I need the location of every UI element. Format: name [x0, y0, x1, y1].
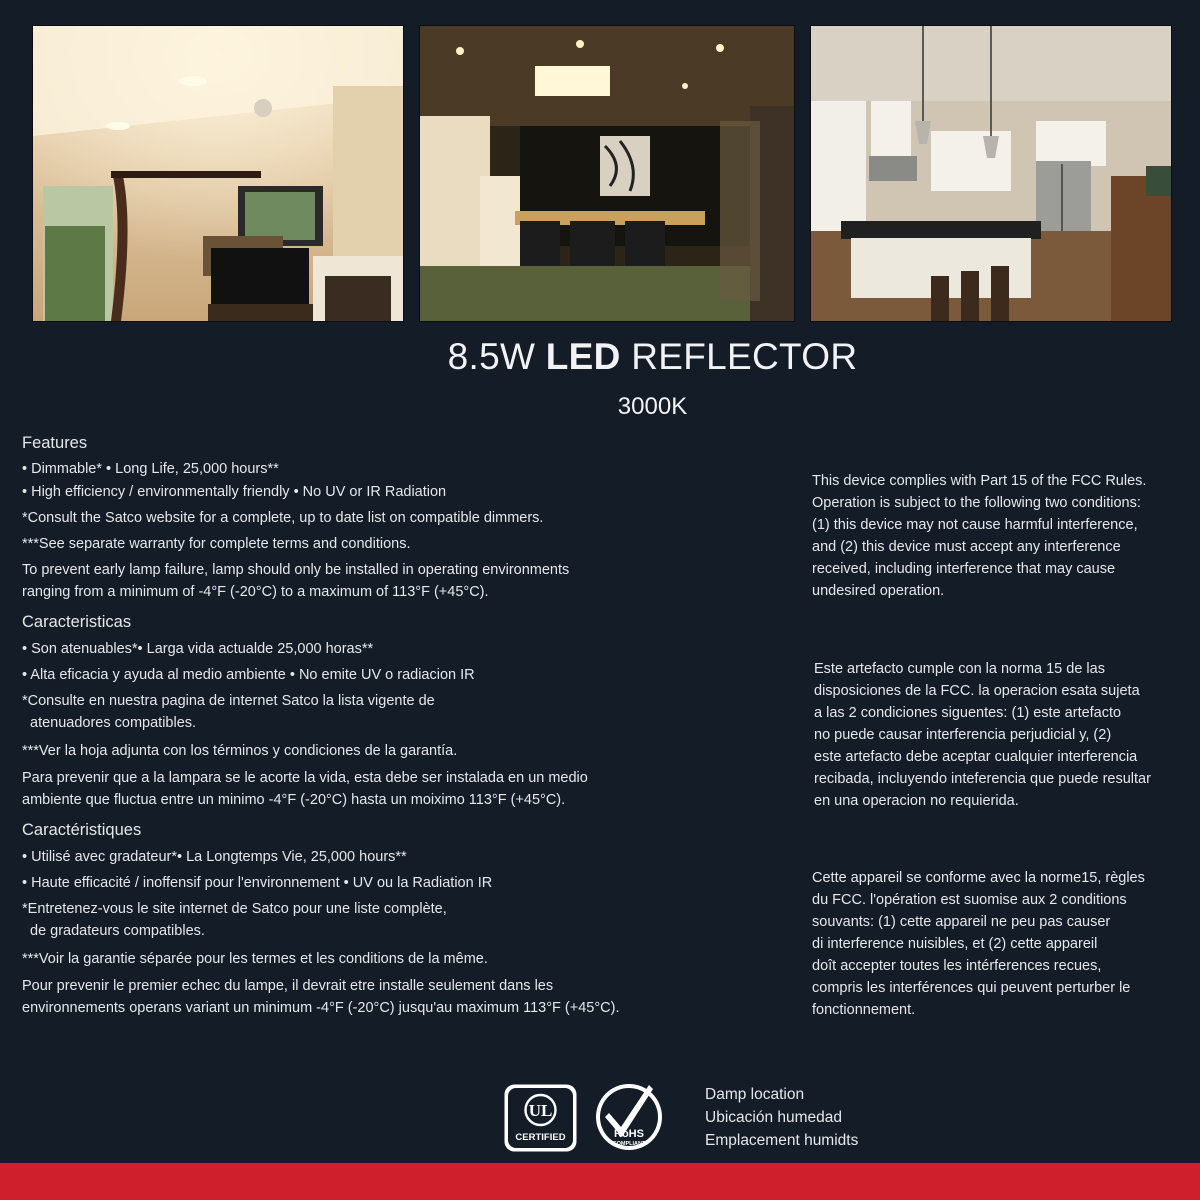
rohs-check-icon [591, 1077, 667, 1153]
feature-line-es: • Son atenuables*• Larga vida actualde 25,000 horas** [22, 641, 374, 657]
feature-line-es: ambiente que fluctua entre un minimo -4°F (-20°C) hasta un moiximo 113°F (+45°C). [22, 792, 566, 808]
fcc-line: undesired operation. [812, 583, 945, 599]
fcc-line-fr: di interference nuisibles, et (2) cette appareil [812, 936, 1098, 952]
feature-line: To prevent early lamp failure, lamp should only be installed in operating environments [22, 562, 570, 578]
damp-line-en: Damp location [705, 1086, 805, 1103]
caracteristicas-heading: Caracteristicas [22, 613, 132, 631]
fcc-line-fr: Cette appareil se conforme avec la norme15, règles [812, 870, 1145, 886]
damp-line-fr: Emplacement humidts [705, 1132, 859, 1149]
feature-line-fr: de gradateurs compatibles. [30, 923, 205, 939]
fcc-line-es: no puede causar interferencia perjudicial y, (2) [814, 727, 1112, 743]
fcc-line-fr: souvants: (1) cette appareil ne peu pas causer [812, 914, 1111, 930]
feature-line-es: *Consulte en nuestra pagina de internet Satco la lista vigente de [22, 693, 435, 709]
product-title: 8.5W LED REFLECTOR [447, 336, 858, 377]
fcc-line: and (2) this device must accept any interference [812, 539, 1121, 555]
feature-line-es: atenuadores compatibles. [30, 715, 197, 731]
fcc-line: This device complies with Part 15 of the FCC Rules. [812, 473, 1147, 489]
fcc-line-fr: doît accepter toutes les intérferences recues, [812, 958, 1102, 974]
rohs-label: RoHS [614, 1128, 644, 1140]
brand-red-bar [0, 1163, 1200, 1200]
living-room-photo [32, 25, 404, 322]
feature-line-es: • Alta eficacia y ayuda al medio ambiente • No emite UV o radiacion IR [22, 667, 475, 683]
ul-certified-badge [503, 1083, 578, 1153]
features-heading: Features [22, 434, 88, 452]
ul-mark-text: UL [528, 1101, 553, 1120]
fcc-line: received, including interference that may cause [812, 561, 1116, 577]
feature-line-fr: *Entretenez-vous le site internet de Satco pour une liste complète, [22, 901, 447, 917]
fcc-line-es: Este artefacto cumple con la norma 15 de las [814, 661, 1105, 677]
fcc-notice-fr [812, 867, 1145, 1021]
feature-line-es: ***Ver la hoja adjunta con los términos y condiciones de la garantía. [22, 743, 458, 759]
fcc-line-es: disposiciones de la FCC. la operacion esata sujeta [814, 683, 1140, 699]
rohs-badge [591, 1077, 667, 1153]
feature-line: ranging from a minimum of -4°F (-20°C) to a maximum of 113°F (+45°C). [22, 584, 489, 600]
fcc-line: (1) this device may not cause harmful interference, [812, 517, 1138, 533]
color-temperature: 3000K [617, 393, 688, 420]
kitchen-photo [810, 25, 1172, 322]
rohs-compliant-label: COMPLIANT [612, 1141, 646, 1147]
fcc-line-fr: du FCC. l'opération est suomise aux 2 conditions [812, 892, 1127, 908]
ul-certified-icon [503, 1083, 578, 1153]
fcc-notice-en [812, 470, 1146, 602]
fcc-line-es: este artefacto debe aceptar cualquier interferencia [814, 749, 1138, 765]
feature-line-fr: • Utilisé avec gradateur*• La Longtemps Vie, 25,000 hours** [22, 849, 407, 865]
feature-line-fr: Pour prevenir le premier echec du lampe, il devrait etre installe seulement dans les [22, 978, 554, 994]
feature-line-fr: • Haute efficacité / inoffensif pour l'environnement • UV ou la Radiation IR [22, 875, 493, 891]
office-photo [419, 25, 795, 322]
caracteristiques-heading: Caractéristiques [22, 821, 142, 839]
fcc-line-es: en una operacion no requierida. [814, 793, 1019, 809]
fcc-line-fr: fonctionnement. [812, 1002, 916, 1018]
fcc-line-fr: compris les interférences qui peuvent perturber le [812, 980, 1131, 996]
fcc-line-es: recibada, incluyendo inteferencia que puede resultar [814, 771, 1151, 787]
damp-line-es: Ubicación humedad [705, 1109, 843, 1126]
feature-line: ***See separate warranty for complete terms and conditions. [22, 536, 411, 552]
feature-line: • High efficiency / environmentally friendly • No UV or IR Radiation [22, 484, 447, 500]
fcc-line: Operation is subject to the following two conditions: [812, 495, 1141, 511]
feature-line-fr: ***Voir la garantie séparée pour les termes et les conditions de la même. [22, 951, 488, 967]
fcc-notice-es [814, 658, 1151, 812]
feature-line: • Dimmable* • Long Life, 25,000 hours** [22, 461, 279, 477]
damp-location-text [705, 1083, 858, 1152]
feature-line-fr: environnements operans variant un minimum -4°F (-20°C) jusqu'au maximum 113°F (+45°C). [22, 1000, 620, 1016]
fcc-line-es: a las 2 condiciones siguentes: (1) este artefacto [814, 705, 1122, 721]
feature-line: *Consult the Satco website for a complete, up to date list on compatible dimmers. [22, 510, 544, 526]
feature-line-es: Para prevenir que a la lampara se le acorte la vida, esta debe ser instalada en un medio [22, 770, 588, 786]
ul-certified-label: CERTIFIED [515, 1132, 566, 1143]
